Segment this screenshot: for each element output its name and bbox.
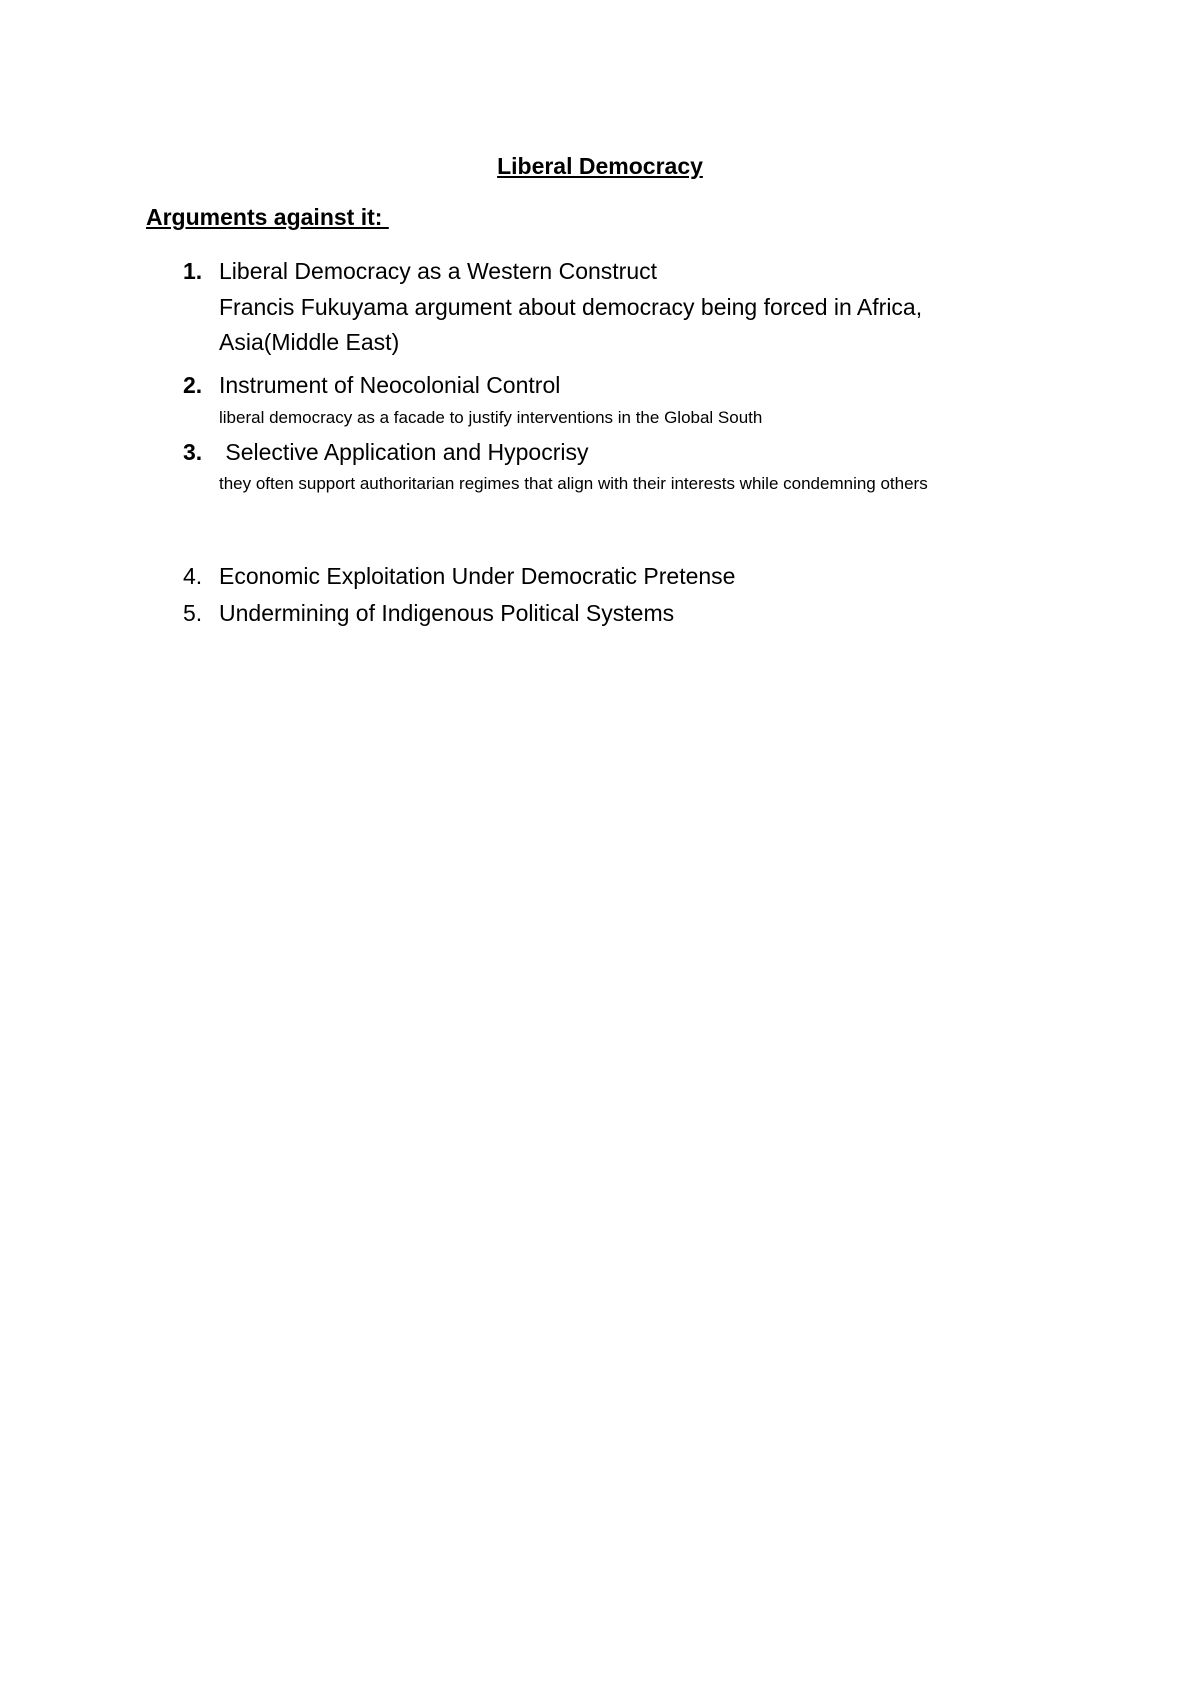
list-item-title: Instrument of Neocolonial Control [219,372,561,398]
list-item-title: Liberal Democracy as a Western Construct [219,258,658,284]
list-item-number: 4. [183,563,203,589]
list-item-note: liberal democracy as a facade to justify interventions in the Global South [219,408,763,427]
list-item-number: 3. [183,439,203,465]
list-item-title: Economic Exploitation Under Democratic Pretense [219,563,736,589]
list-item-note: they often support authoritarian regimes that align with their interests while condemning others [219,474,928,493]
list-item-number: 5. [183,600,203,626]
list-item-number: 1. [183,258,203,284]
list-item-text: Francis Fukuyama argument about democracy being forced in Africa, Asia(Middle East) [219,294,923,355]
document-title: Liberal Democracy [497,153,703,179]
section-heading: Arguments against it: [146,204,389,230]
list-item-number: 2. [183,372,203,398]
list-item-title: Selective Application and Hypocrisy [219,439,589,465]
list-item-title: Undermining of Indigenous Political Systems [219,600,675,626]
